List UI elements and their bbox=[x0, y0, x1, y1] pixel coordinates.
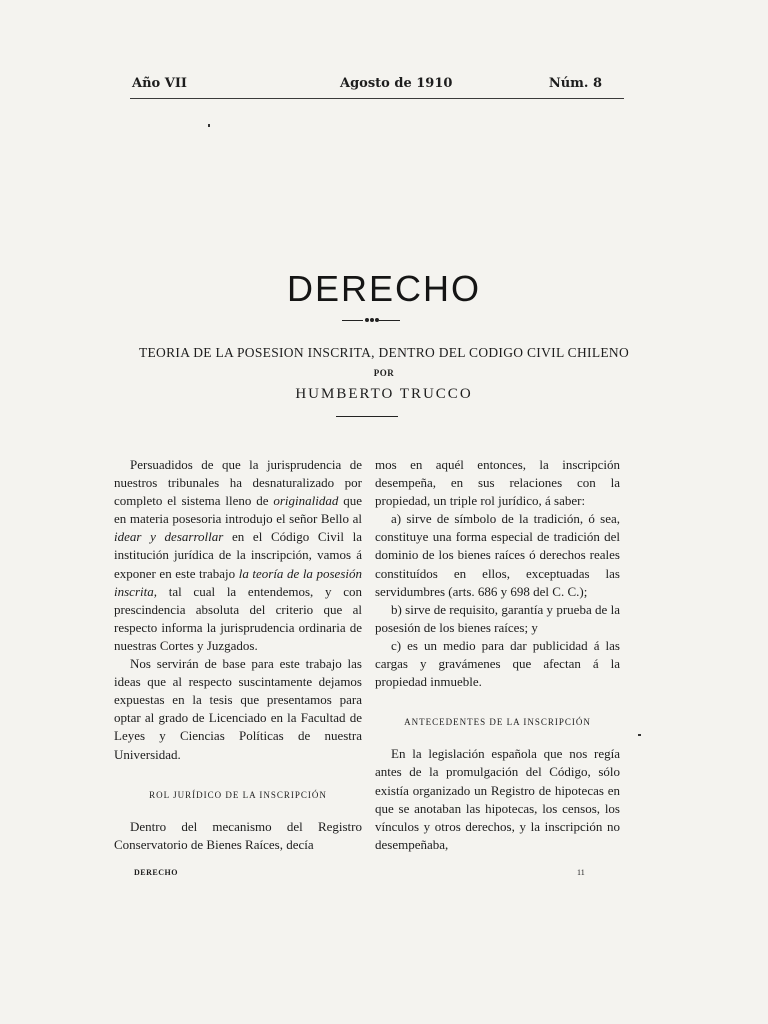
running-header bbox=[130, 76, 624, 99]
section-heading: ANTECEDENTES DE LA INSCRIPCIÓN bbox=[404, 717, 591, 728]
print-speck bbox=[638, 734, 641, 736]
right-column bbox=[375, 456, 620, 854]
italic-run: originalidad bbox=[273, 493, 339, 509]
issue-date: Agosto de 1910 bbox=[340, 76, 453, 91]
author-rule bbox=[336, 416, 398, 417]
article-subtitle: TEORIA DE LA POSESION INSCRITA, DENTRO DEL CODIGO CIVIL CHILENO bbox=[138, 345, 630, 360]
list-item-c: c) es un medio para dar publicidad á las cargas y gravámenes que afectan á la propiedad inmueble. bbox=[375, 637, 620, 690]
text-run: Persuadidos de que la jurisprudencia de nuestros tribunales ha desnaturalizado por completo el sistema lleno de bbox=[114, 457, 362, 509]
text-run: que en materia posesoria introdujo el señor Bello al bbox=[114, 493, 362, 527]
text-run: tal cual la entendemos, y con prescindencia absoluta del criterio que al respecto informa la jurisprudencia ordinaria de nuestras Cortes y Juzgados. bbox=[114, 583, 362, 653]
volume-label: Año VII bbox=[132, 76, 187, 91]
list-item-a: a) sirve de símbolo de la tradición, ó sea, constituye una forma especial de tradición del dominio de los bienes raíces ó derechos reales constituídos en ellos, exceptuadas las servidumbres (arts. 686 y 698 del C. C.); bbox=[375, 511, 620, 599]
italic-run: idear y desarrollar bbox=[114, 529, 224, 545]
paragraph: En la legislación española que nos regía antes de la promulgación del Código, sólo existía organizado un Registro de hipotecas en que se anotaban las hipotecas, los censos, los vínculos y otros derechos, y la inscripción no desempeñaba, bbox=[375, 746, 620, 852]
byline-por: POR bbox=[373, 368, 395, 378]
footer-page-number: 11 bbox=[577, 868, 585, 877]
paragraph: Dentro del mecanismo del Registro Conservatorio de Bienes Raíces, decía bbox=[114, 818, 362, 852]
paragraph: Nos servirán de base para este trabajo las ideas que al respecto suscintamente dejamos expuestas en la tesis que presentamos para optar al grado de Licenciado en la Facultad de Leyes y Ciencias Políticas de nuestra Universidad. bbox=[114, 656, 362, 762]
list-item-b: b) sirve de requisito, garantía y prueba de la posesión de los bienes raíces; y bbox=[375, 601, 620, 635]
ornament-divider bbox=[342, 319, 400, 323]
print-speck bbox=[208, 124, 210, 127]
paragraph bbox=[114, 456, 362, 655]
italic-run: la teoría de la posesión inscrita, bbox=[114, 565, 362, 599]
left-column bbox=[114, 456, 362, 854]
text-run: en el Código Civil la institución jurídica de la inscripción, vamos á exponer en este trabajo bbox=[114, 529, 362, 581]
issue-number: Núm. 8 bbox=[548, 76, 602, 91]
footer-signature: DERECHO bbox=[134, 868, 178, 877]
paragraph: mos en aquél entonces, la inscripción desempeña, en sus relaciones con la propiedad, un triple rol jurídico, á saber: bbox=[375, 457, 620, 509]
page-title: DERECHO bbox=[286, 268, 482, 309]
section-heading: ROL JURÍDICO DE LA INSCRIPCIÓN bbox=[149, 789, 327, 800]
author-name: HUMBERTO TRUCCO bbox=[295, 386, 473, 402]
